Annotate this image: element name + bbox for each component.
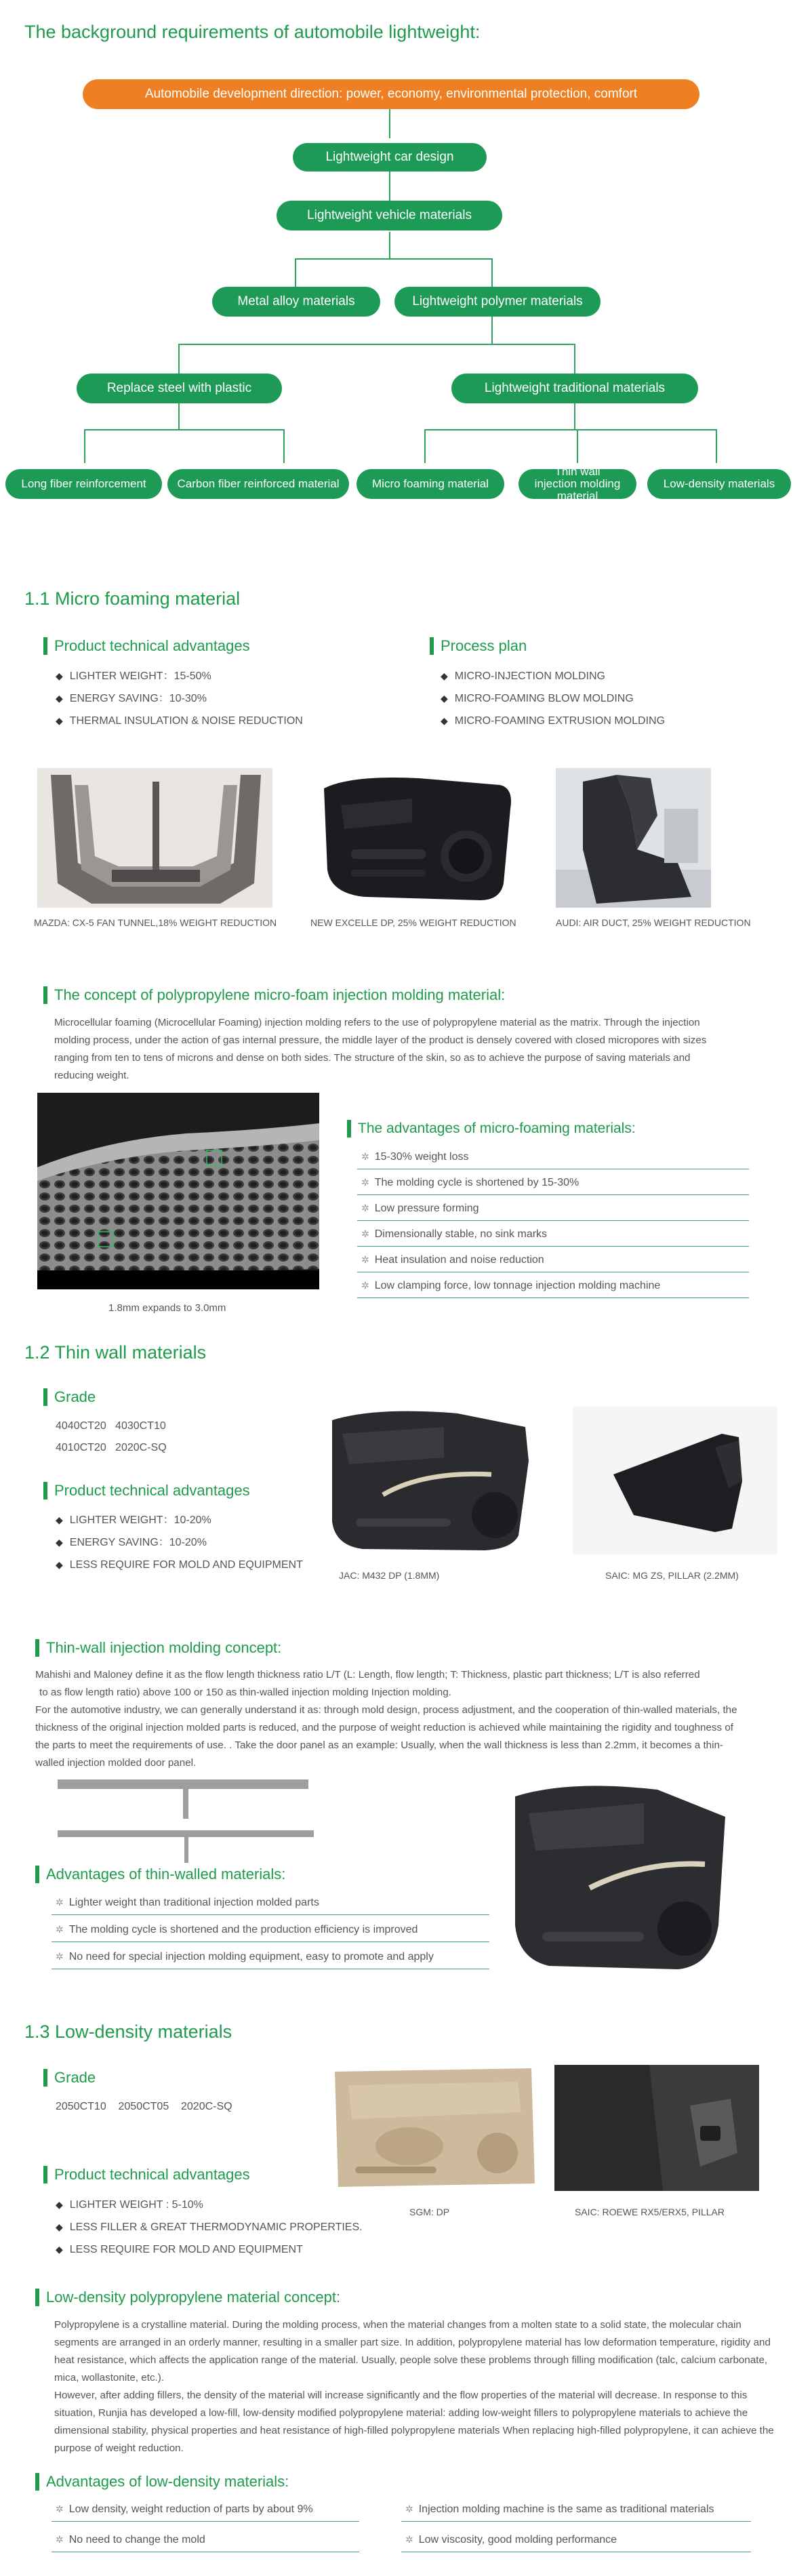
list-item: ✲ The molding cycle is shortened by 15-30% (357, 1171, 749, 1195)
photo-fan-tunnel (37, 768, 272, 908)
tree-node-lightweight-polymer: Lightweight polymer materials (394, 287, 601, 317)
list-item: ◆ LESS FILLER & GREAT THERMODYNAMIC PROPERTIES. (56, 2216, 363, 2238)
grade-row: 4010CT20 2020C-SQ (56, 1442, 167, 1453)
list-item: ✲ 15-30% weight loss (357, 1146, 749, 1169)
page-title: The background requirements of automobile lightweight: (24, 22, 481, 42)
thin-wall-concept-heading: Thin-wall injection molding concept: (35, 1639, 281, 1657)
paragraph-line: For the automotive industry, we can generally understand it as: through mold design, process adjustment, and the cooperation of thin-walled materials, the thickness of the original injection molded parts is reduced, and the purpose of weight reduction is achieved while maintaining the rigidity and toughness of the parts to meet the requirements of use. . Take the door panel as an example: Usually, when the wall thickness is less than 2.2mm, it becomes a thin-walled injection molded door panel. (35, 1704, 737, 1769)
photo-microscope (37, 1093, 319, 1289)
photo-air-duct (556, 768, 711, 908)
list-item: ✲ Low density, weight reduction of parts by about 9% (52, 2498, 359, 2522)
tree-node-lightweight-car-design: Lightweight car design (293, 143, 487, 172)
low-density-advantages-heading: Advantages of low-density materials: (35, 2473, 289, 2491)
low-density-grades: 2050CT10 2050CT05 2020C-SQ (56, 2101, 232, 2112)
micro-foam-concept-heading: The concept of polypropylene micro-foam injection molding material: (43, 986, 505, 1004)
caption-air-duct: AUDI: AIR DUCT, 25% WEIGHT REDUCTION (556, 917, 751, 928)
list-item: ✲ Lighter weight than traditional injection molded parts (52, 1891, 489, 1915)
tree-root-node: Automobile development direction: power, economy, environmental protection, comfort (83, 79, 699, 109)
list-item: ✲ Low pressure forming (357, 1197, 749, 1221)
list-item: ◆ LIGHTER WEIGHT : 5-10% (56, 2194, 363, 2216)
list-item: ◆ ENERGY SAVING：10-20% (56, 1531, 303, 1554)
tree-node-lightweight-vehicle-materials: Lightweight vehicle materials (277, 201, 502, 230)
tree-leaf-long-fiber: Long fiber reinforcement (5, 469, 162, 499)
process-plan-list (441, 665, 665, 732)
thin-wall-grade-heading: Grade (43, 1388, 96, 1406)
list-item: ◆ LIGHTER WEIGHT：15-50% (56, 665, 303, 687)
list-item: ✲ The molding cycle is shortened and the production efficiency is improved (52, 1918, 489, 1942)
micro-adv-heading: Product technical advantages (43, 637, 250, 655)
tree-leaf-thin-wall: Thin wall injection molding material (518, 469, 636, 499)
micro-foam-advantages-heading: The advantages of micro-foaming materials: (347, 1120, 636, 1138)
tree-node-replace-steel: Replace steel with plastic (77, 374, 282, 403)
low-density-adv-list (56, 2194, 363, 2261)
thin-wall-adv-heading: Product technical advantages (43, 1482, 250, 1500)
photo-saic-pillar (573, 1407, 777, 1554)
list-item: ◆ MICRO-FOAMING EXTRUSION MOLDING (441, 710, 665, 732)
photo-saic-roewe-pillar (554, 2065, 759, 2191)
tree-leaf-micro-foaming: Micro foaming material (357, 469, 504, 499)
caption-saic-pillar: SAIC: MG ZS, PILLAR (2.2MM) (605, 1570, 739, 1581)
photo-thin-wall-door (488, 1776, 737, 1979)
list-item: ◆ LESS REQUIRE FOR MOLD AND EQUIPMENT (56, 2238, 363, 2261)
low-density-concept-text (54, 2316, 783, 2457)
list-item: ✲ Injection molding machine is the same as traditional materials (401, 2498, 751, 2522)
list-item: ◆ ENERGY SAVING：10-30% (56, 687, 303, 710)
list-item: ◆ MICRO-FOAMING BLOW MOLDING (441, 687, 665, 710)
caption-saic-roewe-pillar: SAIC: ROEWE RX5/ERX5, PILLAR (575, 2207, 725, 2217)
thin-wall-concept-text (35, 1666, 740, 1772)
photo-jac-door-panel (322, 1407, 535, 1554)
list-item: ✲ Low clamping force, low tonnage injection molding machine (357, 1274, 749, 1298)
process-plan-heading: Process plan (430, 637, 527, 655)
list-item: ◆ LESS REQUIRE FOR MOLD AND EQUIPMENT (56, 1554, 303, 1576)
list-item: ✲ No need for special injection molding equipment, easy to promote and apply (52, 1946, 489, 1969)
section-title-micro-foaming: 1.1 Micro foaming material (24, 588, 241, 609)
caption-jac-door-panel: JAC: M432 DP (1.8MM) (339, 1570, 440, 1581)
list-item: ✲ Dimensionally stable, no sink marks (357, 1223, 749, 1247)
photo-sgm-dp (328, 2065, 540, 2191)
thin-wall-grades (56, 1415, 167, 1459)
grade-row: 4040CT20 4030CT10 (56, 1420, 166, 1432)
list-item: ◆ THERMAL INSULATION & NOISE REDUCTION (56, 710, 303, 732)
list-item: ◆ LIGHTER WEIGHT：10-20% (56, 1509, 303, 1531)
thin-wall-advantages-heading: Advantages of thin-walled materials: (35, 1866, 285, 1883)
tree-leaf-carbon-fiber: Carbon fiber reinforced material (167, 469, 349, 499)
low-density-grade-heading: Grade (43, 2069, 96, 2087)
paragraph-line: Mahishi and Maloney define it as the flow length thickness ratio L/T (L: Length, flow length; T: Thickness, plastic part thickness; L/T is also referred (35, 1669, 700, 1681)
tree-node-metal-alloy: Metal alloy materials (212, 287, 380, 317)
section-title-low-density: 1.3 Low-density materials (24, 2021, 232, 2042)
low-density-concept-heading: Low-density polypropylene material concept: (35, 2289, 340, 2306)
caption-sgm-dp: SGM: DP (409, 2207, 450, 2217)
list-item: ✲ Heat insulation and noise reduction (357, 1249, 749, 1272)
low-density-adv-heading: Product technical advantages (43, 2166, 250, 2183)
list-item: ✲ Low viscosity, good molding performance (401, 2529, 751, 2552)
micro-adv-list (56, 665, 303, 732)
caption-fan-tunnel: MAZDA: CX-5 FAN TUNNEL,18% WEIGHT REDUCTION (34, 917, 277, 928)
paragraph-line: to as flow length ratio) above 100 or 150 as thin-walled injection molding Injection molding. (39, 1687, 451, 1698)
section-title-thin-wall: 1.2 Thin wall materials (24, 1342, 207, 1363)
thin-wall-adv-list (56, 1509, 303, 1576)
paragraph: Polypropylene is a crystalline material. During the molding process, when the material changes from a molten state to a solid state, the molecular chain segments are arranged in an orderly manner, resulting in a smaller part size. In addition, polypropylene material has low deformation temperature, rigidity and heat resistance, which affects the application range of the material. Usually, people solve these problems through filling modification (talc, calcium carbonate, mica, wollastonite, etc.). (54, 2319, 771, 2383)
micro-foam-caption: 1.8mm expands to 3.0mm (108, 1302, 226, 1314)
paragraph: However, after adding fillers, the density of the material will increase significantly and the flow properties of the material will decrease. In response to this situation, Runjia has developed a low-fill, low-density modified polypropylene material: adding low-weight fillers to polypropylene materials to achieve the dimensional stability, physical properties and heat resistance of high-filled polypropylene materials When replacing high-filled polypropylene, it can achieve the purpose of weight reduction. (54, 2390, 774, 2454)
caption-excelle-dp: NEW EXCELLE DP, 25% WEIGHT REDUCTION (310, 917, 516, 928)
tree-leaf-low-density: Low-density materials (647, 469, 791, 499)
list-item: ◆ MICRO-INJECTION MOLDING (441, 665, 665, 687)
micro-foam-concept-text: Microcellular foaming (Microcellular Foaming) injection molding refers to the use of polypropylene material as the matrix. Through the injection molding process, under the action of gas internal pressure, the middle layer of the product is densely covered with closed micropores with sizes ranging from ten to tens of microns and dense on both sides. The structure of the skin, so as to achieve the purpose of saving materials and reducing weight. (54, 1017, 707, 1081)
photo-excelle-dp (310, 768, 518, 908)
list-item: ✲ No need to change the mold (52, 2529, 359, 2552)
tree-node-lightweight-traditional: Lightweight traditional materials (451, 374, 698, 403)
